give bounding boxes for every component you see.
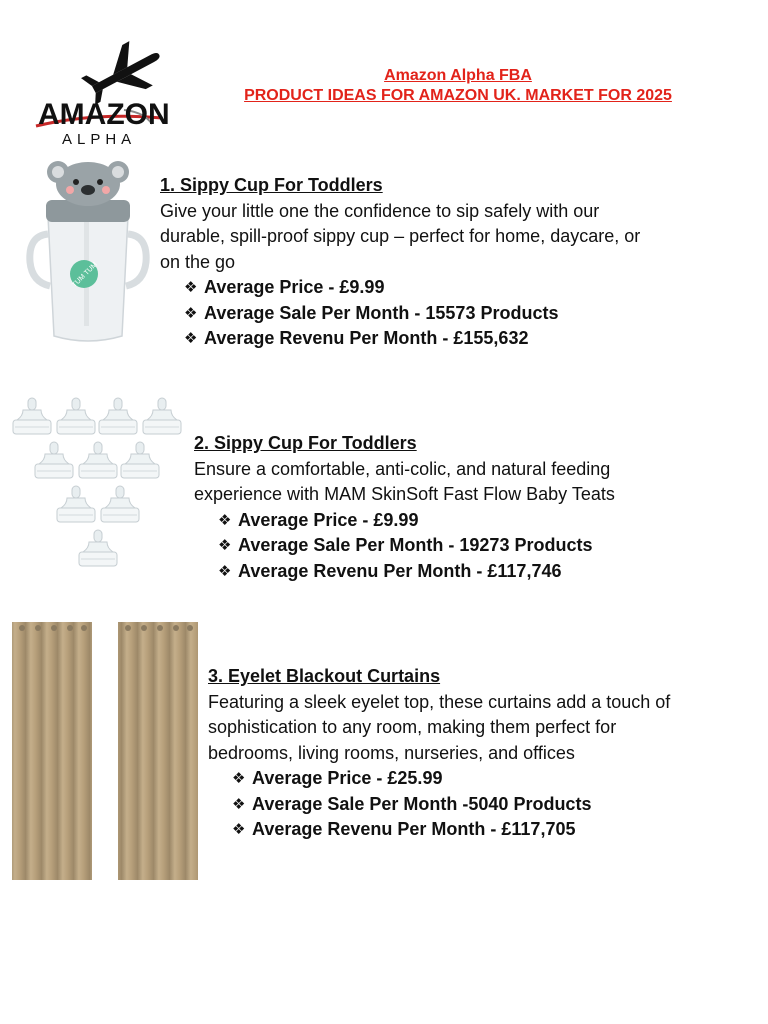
stat-item [184,326,640,352]
diamond-bullet-icon: ❖ [184,330,198,347]
amazon-alpha-logo [24,40,184,158]
product-1 [160,173,640,352]
product-2-desc-line-2: experience with MAM SkinSoft Fast Flow Baby Teats [194,484,615,504]
stat-average-price: Average Price - £9.99 [204,277,385,297]
diamond-bullet-icon: ❖ [232,770,246,787]
product-3-desc-line-1: Featuring a sleek eyelet top, these curtains add a touch of [208,691,671,712]
header-line-2: PRODUCT IDEAS FOR AMAZON UK. MARKET FOR 2025 [244,87,672,104]
stat-item [232,766,670,792]
stat-average-revenue: Average Revenu Per Month - £117,746 [238,560,562,581]
stat-average-sale: Average Sale Per Month - 19273 Products [238,535,593,555]
product-2-stats [194,508,615,585]
baby-teats-image [10,396,190,582]
stat-average-price: Average Price - £9.99 [238,509,419,530]
curtains-image [10,618,200,882]
diamond-bullet-icon: ❖ [218,562,232,580]
product-3 [208,664,670,843]
stat-item [218,533,615,559]
product-3-stats [208,766,670,843]
diamond-bullet-icon: ❖ [232,821,246,838]
product-1-desc-line-3: on the go [160,251,236,272]
product-2-description [194,457,615,508]
product-1-desc-line-2: durable, spill-proof sippy cup – perfect for home, daycare, or [160,226,641,246]
product-1-desc-line-1: Give your little one the confidence to sip safely with our [160,200,600,221]
product-3-desc-line-2: sophistication to any room, making them perfect for [208,717,617,737]
stat-item [218,508,615,534]
product-3-description [208,690,670,767]
product-1-stats [160,275,640,352]
sippy-cup-image [26,156,150,346]
product-2-title: 2. Sippy Cup For Toddlers [194,433,417,453]
product-3-title: 3. Eyelet Blackout Curtains [208,666,441,686]
stat-average-revenue: Average Revenu Per Month - £117,705 [252,819,576,839]
stat-average-revenue: Average Revenu Per Month - £155,632 [204,328,529,348]
sippy-cup-badge-text: TUM TUM [71,261,99,289]
diamond-bullet-icon: ❖ [184,279,198,296]
stat-item [184,275,640,301]
logo-wordmark: AMAZON [38,98,170,131]
logo-sub: ALPHA [62,131,137,148]
stat-average-price: Average Price - £25.99 [252,768,443,788]
diamond-bullet-icon: ❖ [232,795,246,813]
stat-item [232,817,670,843]
stat-item [184,301,640,327]
stat-item [232,792,670,818]
stat-average-sale: Average Sale Per Month - 15573 Products [204,302,559,323]
page-header [200,66,716,106]
product-2 [194,431,615,584]
product-1-title: 1. Sippy Cup For Toddlers [160,175,383,195]
header-line-1: Amazon Alpha FBA [384,67,532,84]
product-2-desc-line-1: Ensure a comfortable, anti-colic, and natural feeding [194,458,611,479]
diamond-bullet-icon: ❖ [218,537,232,554]
product-1-description [160,199,640,276]
stat-item [218,559,615,585]
stat-average-sale: Average Sale Per Month -5040 Products [252,793,592,814]
diamond-bullet-icon: ❖ [218,511,232,529]
diamond-bullet-icon: ❖ [184,304,198,322]
product-3-desc-line-3: bedrooms, living rooms, nurseries, and offices [208,742,575,763]
